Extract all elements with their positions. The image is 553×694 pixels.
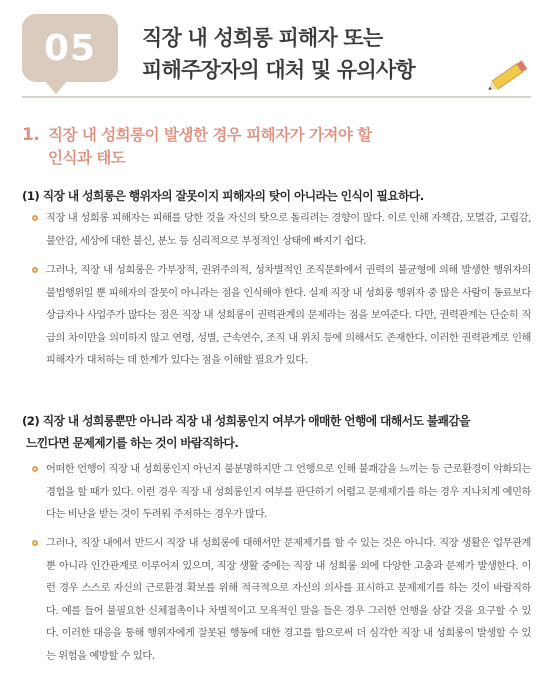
subsection-1-item-2-text: 그러나, 직장 내 성희롱은 가부장적, 권위주의적, 성차별적인 조직문화에서 권력의 불균형에 의해 발생한 행위자의 불법행위일 뿐 피해자의 잘못이 아니라는 점을 인식해야 한다. 실제 직장 내 성희롱 행위자 중 많은 사람이 동료보다 상급자나 사업주가 많다는 점은 직장 내 성희롱이 권력관계의 문제라는 점을 보여준다. 다만, 권력관계는 단순히 직급의 차이만을 의미하지 않고 연령, 성별, 근속연수, 조직 내 위치 등에 의해서도 존재한다. 이러한 권력관계로 인해 피해자가 대처하는 데 한계가 있다는 점을 이해할 필요가 있다. — [46, 265, 531, 366]
subsection-2-item-2-text: 그러나, 직장 내에서 반드시 직장 내 성희롱에 대해서만 문제제기를 할 수 있는 것은 아니다. 직장 생활은 업무관계 뿐 아니라 인간관계로 이루어져 있으며, 직장 생활 중에는 직장 내 성희롱 외에 다양한 고충과 문제가 발생한다. 이런 경우 스스로 자신의 근로환경 확보를 위해 적극적으로 자신의 의사를 표시하고 문제제기를 하는 것이 바람직하다. 예를 들어 불필요한 신체접촉이나 차별적이고 모욕적인 말을 들은 경우 그러한 언행을 삼갈 것을 요구할 수 있다. 이러한 대응을 통해 행위자에게 잘못된 행동에 대한 경고를 함으로써 더 심각한 직장 내 성희롱이 발생할 수 있는 위험을 예방할 수 있다. — [46, 538, 531, 662]
subsection-2-heading-line-1: (2) 직장 내 성희롱뿐만 아니라 직장 내 성희롱인지 여부가 애매한 언행에 대해서도 불쾌감을 — [22, 414, 470, 428]
subsection-2-item-2 — [46, 533, 531, 668]
subsection-1-heading: (1) 직장 내 성희롱은 행위자의 잘못이지 피해자의 탓이 아니라는 인식이 필요하다. — [22, 189, 424, 203]
section-title — [22, 124, 372, 170]
chapter-number: 05 — [43, 28, 97, 69]
subsection-1-item-2 — [46, 260, 531, 373]
subsection-2-heading — [22, 410, 470, 454]
title-divider — [22, 96, 531, 98]
chapter-title — [142, 22, 415, 86]
bullet-circle-icon — [32, 540, 38, 546]
bullet-circle-icon — [32, 466, 38, 472]
bullet-circle-icon — [32, 267, 38, 273]
subsection-2-heading-line-2: 느낀다면 문제제기를 하는 것이 바람직하다. — [26, 436, 239, 450]
subsection-1-item-1 — [46, 208, 531, 253]
chapter-title-line-2: 피해주장자의 대처 및 유의사항 — [142, 58, 415, 82]
chapter-badge — [22, 14, 118, 82]
pencil-icon — [484, 56, 532, 96]
chapter-title-line-1: 직장 내 성희롱 피해자 또는 — [142, 26, 383, 50]
section-number: 1. — [22, 125, 40, 145]
subsection-2-item-1-text: 어떠한 언행이 직장 내 성희롱인지 아닌지 불분명하지만 그 언행으로 인해 불쾌감을 느끼는 등 근로환경이 악화되는 경험을 할 때가 있다. 이런 경우 직장 내 성희롱인지 여부를 판단하기 어렵고 문제제기를 하는 경우 지나치게 예민하다는 비난을 받는 것이 두려워 주저하는 경우가 많다. — [46, 464, 531, 520]
section-title-line-1: 직장 내 성희롱이 발생한 경우 피해자가 가져야 할 — [48, 126, 372, 144]
bullet-circle-icon — [32, 215, 38, 221]
subsection-2-item-1 — [46, 459, 531, 527]
section-title-line-2: 인식과 태도 — [48, 149, 126, 167]
subsection-1-item-1-text: 직장 내 성희롱 피해자는 피해를 당한 것을 자신의 탓으로 돌리려는 경향이 많다. 이로 인해 자책감, 모멸감, 고립감, 불안감, 세상에 대한 불신, 분노 등 심리적으로 부정적인 상태에 빠지기 쉽다. — [46, 213, 531, 247]
